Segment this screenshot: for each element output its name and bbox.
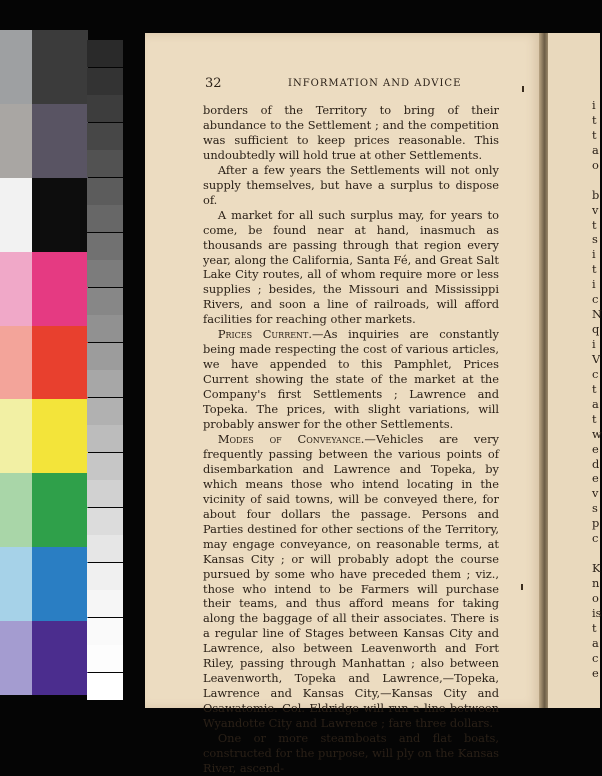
facing-page-fragment: b bbox=[592, 187, 600, 202]
paragraph: Modes of Conveyance.—Vehicles are very frequently passing between the various points of disembarkation and Lawrence and Topeka, by which means those who intend locating in the vicinity of said towns, will be conveyed there, for about four dollars the passage. Persons and Parties destined for other sections of the Territory, may engage conveyance, on reasonable terms, at Kansas City ; or will probably adopt the course pursued by some who have preceded them ; viz., those who intend to be Farmers will purchase their teams, and thus afford means for taking along the baggage of all their associates. There is a regular line of Stages between Kansas City and Lawrence, also between Leavenworth and Fort Riley, passing through Manhattan ; also between Leavenworth, Topeka and Lawrence,—Topeka, Lawrence and Kansas City,—Kansas City and Osawatomie. Col. Eldridge will run a line between Wyandotte City and Lawrence ; fare three dollars. bbox=[203, 431, 499, 731]
color-swatch bbox=[32, 104, 88, 178]
facing-page-fragment: t bbox=[592, 262, 597, 277]
color-swatch bbox=[32, 30, 88, 104]
gray-swatch bbox=[87, 535, 123, 562]
facing-page-fragment: is bbox=[592, 605, 602, 620]
section-heading: Modes of Conveyance. bbox=[217, 431, 365, 446]
gray-swatch bbox=[87, 618, 123, 645]
facing-page-fragment: o bbox=[592, 157, 599, 172]
gray-swatch bbox=[87, 315, 123, 342]
color-swatch bbox=[32, 547, 88, 621]
facing-page-fragment: s bbox=[592, 501, 598, 516]
gray-swatch bbox=[87, 673, 123, 700]
facing-page-fragment: q bbox=[592, 322, 600, 337]
gray-swatch bbox=[87, 645, 123, 672]
facing-page-fragment: a bbox=[592, 142, 599, 157]
facing-page-fragment: i bbox=[592, 337, 596, 351]
facing-page-fragment bbox=[592, 173, 602, 188]
facing-page-fragment: t bbox=[592, 620, 597, 635]
paragraph: borders of the Territory to bring of their abundance to the Settlement ; and the competition was sufficient to keep prices reasonable. This undoubtedly will hold true at other Settlements. bbox=[203, 103, 499, 162]
facing-page-fragment: c bbox=[592, 650, 599, 665]
facing-page-fragment: a bbox=[592, 396, 599, 411]
facing-page-text bbox=[592, 98, 602, 681]
facing-page-fragment: V bbox=[592, 351, 601, 366]
gray-swatch bbox=[87, 590, 123, 617]
page-body bbox=[203, 103, 499, 776]
facing-page-fragment: c bbox=[592, 531, 599, 546]
facing-page-fragment: t bbox=[592, 411, 597, 426]
facing-page-fragment: e bbox=[592, 471, 599, 486]
facing-page-fragment: s bbox=[592, 232, 598, 247]
facing-page-fragment: v bbox=[592, 486, 599, 501]
color-swatch bbox=[0, 399, 32, 473]
color-swatch bbox=[32, 252, 88, 326]
gray-swatch bbox=[87, 68, 123, 95]
paragraph: Prices Current.—As inquiries are constantly being made respecting the cost of various articles, we have appended to this Pamphlet, Prices Current showing the state of the market at the Company's first Settlements ; Lawrence and Topeka. The prices, with slight variations, will probably answer for the other Settlements. bbox=[203, 327, 499, 432]
gray-swatch bbox=[87, 398, 123, 425]
color-swatch bbox=[0, 473, 32, 547]
facing-page-fragment: t bbox=[592, 127, 597, 142]
gray-swatch bbox=[87, 343, 123, 370]
paragraph: After a few years the Settlements will not only supply themselves, but have a surplus to dispose of. bbox=[203, 162, 499, 207]
gray-swatch bbox=[87, 370, 123, 397]
color-swatch bbox=[0, 621, 32, 695]
gray-swatch bbox=[87, 453, 123, 480]
color-swatch bbox=[0, 104, 32, 178]
section-heading: Prices Current. bbox=[217, 327, 313, 342]
color-swatch bbox=[0, 326, 32, 400]
gray-swatch bbox=[87, 480, 123, 507]
facing-page-fragment: d bbox=[592, 456, 600, 471]
color-swatch bbox=[0, 178, 32, 252]
facing-page-fragment: t bbox=[592, 217, 597, 232]
gray-swatch bbox=[87, 425, 123, 452]
facing-page-fragment: i bbox=[592, 98, 596, 112]
color-swatch bbox=[32, 473, 88, 547]
gray-swatch bbox=[87, 233, 123, 260]
color-swatch bbox=[0, 252, 32, 326]
facing-page-fragment: N bbox=[592, 307, 602, 322]
facing-page-fragment: c bbox=[592, 366, 599, 381]
facing-page-fragment: K bbox=[592, 561, 601, 576]
gray-swatch bbox=[87, 205, 123, 232]
facing-page-fragment: c bbox=[592, 292, 599, 307]
gray-swatch bbox=[87, 178, 123, 205]
facing-page-fragment: t bbox=[592, 381, 597, 396]
facing-page-fragment: v bbox=[592, 202, 599, 217]
gray-swatch bbox=[87, 40, 123, 67]
facing-page-fragment: w bbox=[592, 426, 602, 441]
page-mark bbox=[522, 86, 524, 92]
gray-scale-column bbox=[87, 40, 123, 700]
facing-page-fragment: n bbox=[592, 576, 600, 590]
facing-page-fragment: e bbox=[592, 441, 599, 456]
gray-swatch bbox=[87, 563, 123, 590]
gray-swatch bbox=[87, 288, 123, 315]
facing-page-fragment: i bbox=[592, 247, 596, 262]
running-title: INFORMATION AND ADVICE bbox=[288, 78, 462, 89]
color-swatch bbox=[32, 178, 88, 252]
color-swatch bbox=[32, 326, 88, 400]
color-swatch bbox=[32, 399, 88, 473]
color-swatch bbox=[0, 30, 32, 104]
gray-swatch bbox=[87, 123, 123, 150]
color-swatch bbox=[0, 547, 32, 621]
swatch-column-dark bbox=[32, 30, 88, 695]
gray-swatch bbox=[87, 150, 123, 177]
gray-swatch bbox=[87, 508, 123, 535]
facing-page-fragment: t bbox=[592, 112, 597, 127]
facing-page-fragment: o bbox=[592, 590, 599, 605]
facing-page-fragment: e bbox=[592, 665, 599, 680]
page-number: 32 bbox=[205, 76, 222, 91]
facing-page-fragment: a bbox=[592, 635, 599, 650]
page-mark bbox=[521, 584, 523, 590]
gray-swatch bbox=[87, 260, 123, 287]
paragraph: One or more steamboats and flat boats, constructed for the purpose, will ply on the Kansas River, ascend- bbox=[203, 731, 499, 775]
gray-swatch bbox=[87, 95, 123, 122]
color-swatch bbox=[32, 621, 88, 695]
swatch-column-light bbox=[0, 30, 32, 695]
paragraph: A market for all such surplus may, for years to come, be found near at hand, inasmuch as thousands are passing through that region every year, along the California, Santa Fé, and Great Salt Lake City routes, all of whom require more or less supplies ; besides, the Missouri and Mississippi Rivers, and soon a line of railroads, will afford facilities for reaching other markets. bbox=[203, 207, 499, 327]
facing-page-fragment bbox=[592, 546, 602, 561]
facing-page-fragment: p bbox=[592, 516, 600, 531]
facing-page-fragment: i bbox=[592, 277, 596, 292]
